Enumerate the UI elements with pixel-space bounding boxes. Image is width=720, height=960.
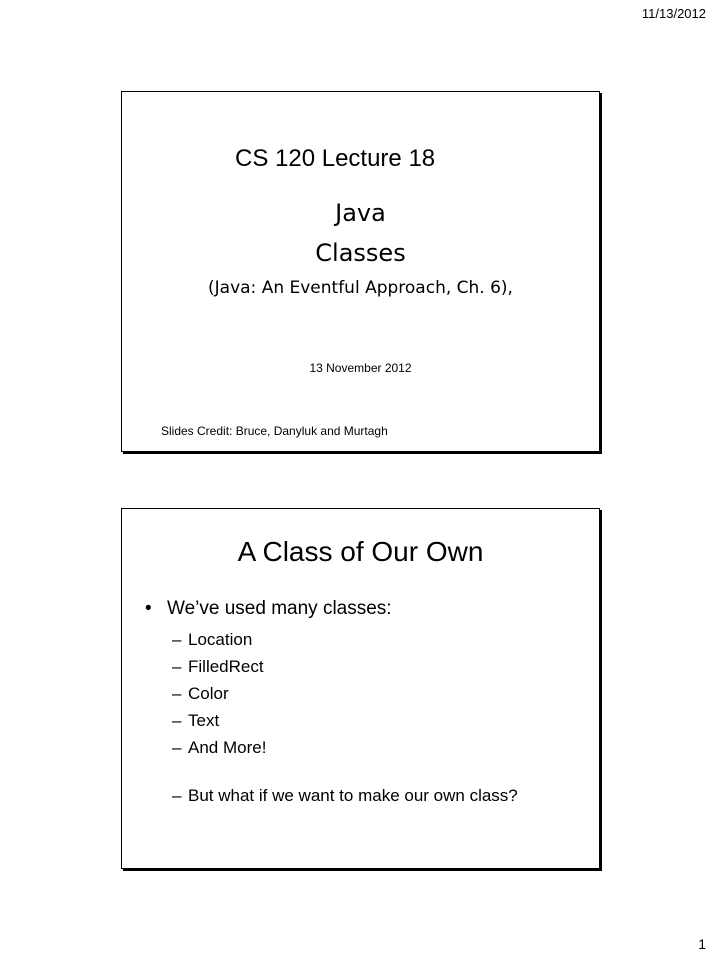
bullet-item [145, 598, 392, 620]
list-item-text: FilledRect [188, 657, 264, 676]
course-title: CS 120 Lecture 18 [235, 145, 436, 172]
dash-marker: – [172, 786, 182, 805]
lecture-date: 13 November 2012 [309, 361, 412, 375]
class-list [172, 626, 266, 761]
slides-credit: Slides Credit: Bruce, Danyluk and Murtagh [161, 424, 388, 438]
textbook-reference: (Java: An Eventful Approach, Ch. 6), [208, 278, 513, 298]
list-item [172, 626, 266, 653]
lecture-subtitle: Classes [315, 239, 406, 267]
dash-marker: – [172, 630, 182, 649]
page-date: 11/13/2012 [641, 6, 706, 21]
list-item-text: Color [188, 684, 229, 703]
list-item [172, 707, 266, 734]
slide-title [121, 91, 600, 452]
slide-heading: A Class of Our Own [237, 536, 484, 567]
list-item [172, 680, 266, 707]
bullet-text: We’ve used many classes: [167, 598, 392, 619]
list-item-text: And More! [188, 738, 267, 757]
list-item [172, 653, 266, 680]
question-item [172, 786, 518, 806]
bullet-marker: • [145, 598, 152, 619]
dash-marker: – [172, 657, 182, 676]
lecture-title: Java [335, 199, 386, 227]
list-item-text: Location [188, 630, 253, 649]
list-item [172, 734, 266, 761]
question-text: But what if we want to make our own class? [188, 786, 518, 805]
dash-marker: – [172, 738, 182, 757]
page-number: 1 [698, 936, 706, 952]
list-item-text: Text [188, 711, 220, 730]
slide-class-of-our-own [121, 508, 600, 869]
dash-marker: – [172, 684, 182, 703]
dash-marker: – [172, 711, 182, 730]
